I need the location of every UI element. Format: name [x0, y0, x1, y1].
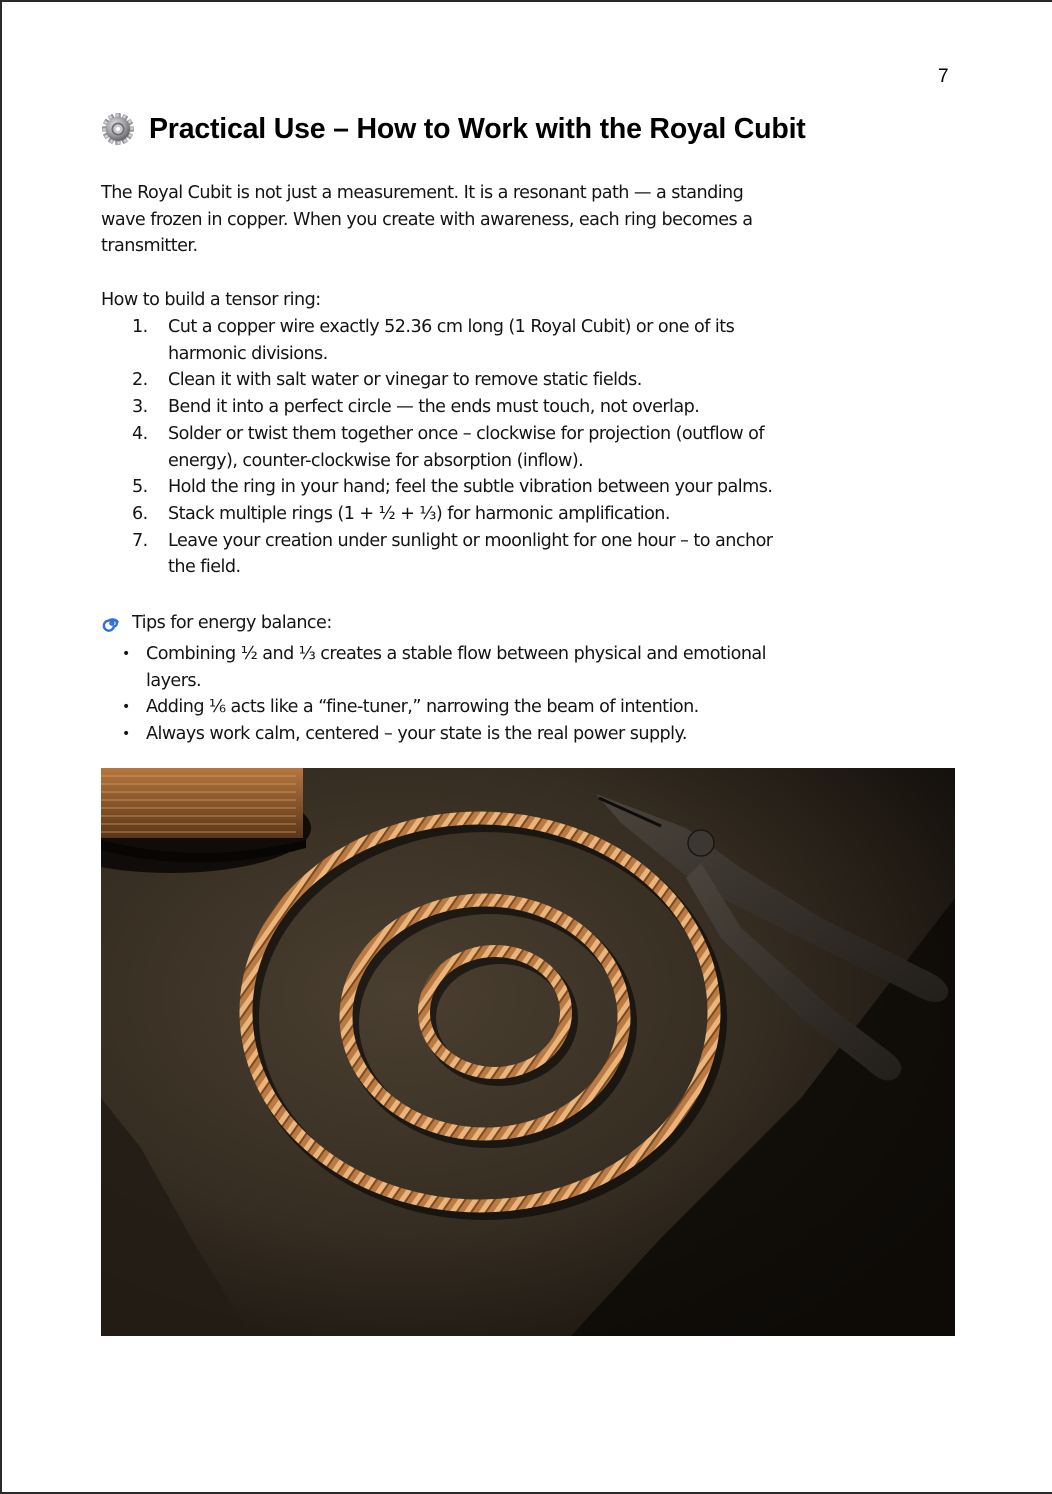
- tip-text: Combining ½ and ⅓ creates a stable flow between physical and emotional: [146, 644, 766, 664]
- intro-paragraph: [101, 180, 961, 260]
- bullet: •: [122, 726, 130, 743]
- list-item: [101, 721, 961, 748]
- page-number: 7: [938, 66, 949, 87]
- bullet: •: [122, 646, 130, 662]
- photo-illustration: [101, 768, 955, 1336]
- page-border-top: [0, 0, 1052, 2]
- spiral-icon: [101, 612, 123, 634]
- step-text: energy), counter-clockwise for absorption (inflow).: [168, 450, 584, 471]
- intro-line: transmitter.: [101, 236, 198, 257]
- tips-list: [101, 641, 961, 748]
- step-number: 6.: [132, 503, 148, 524]
- list-item: [101, 528, 961, 581]
- step-text: Cut a copper wire exactly 52.36 cm long (1 Royal Cubit) or one of its: [168, 317, 735, 337]
- copper-rings-photo: [101, 768, 955, 1336]
- steps-list: [101, 314, 961, 581]
- tip-text: Adding ⅙ acts like a “fine-tuner,” narrowing the beam of intention.: [146, 697, 699, 718]
- step-number: 5.: [132, 477, 148, 498]
- step-number: 2.: [132, 370, 148, 391]
- step-text: Leave your creation under sunlight or moonlight for one hour – to anchor: [168, 530, 773, 551]
- page-title: Practical Use – How to Work with the Royal Cubit: [149, 112, 806, 145]
- step-text: Bend it into a perfect circle — the ends must touch, not overlap.: [168, 397, 700, 418]
- tips-label: Tips for energy balance:: [132, 613, 332, 633]
- page-border-left: [0, 0, 2, 1494]
- list-item: [101, 501, 961, 528]
- intro-line: wave frozen in copper. When you create with awareness, each ring becomes a: [101, 209, 753, 230]
- bullet: •: [122, 699, 130, 716]
- step-number: 4.: [132, 423, 148, 444]
- list-item: [101, 421, 961, 474]
- list-item: [101, 641, 961, 694]
- list-item: [101, 394, 961, 421]
- section-heading: [101, 112, 806, 146]
- list-item: [101, 314, 961, 367]
- step-number: 3.: [132, 397, 148, 418]
- howto-label: How to build a tensor ring:: [101, 290, 321, 310]
- tip-text: layers.: [146, 670, 202, 691]
- step-text: Hold the ring in your hand; feel the subtle vibration between your palms.: [168, 477, 773, 498]
- tips-heading: [101, 610, 332, 637]
- list-item: [101, 474, 961, 501]
- step-text: Stack multiple rings (1 + ½ + ⅓) for harmonic amplification.: [168, 503, 670, 524]
- list-item: [101, 367, 961, 394]
- step-text: the field.: [168, 557, 241, 578]
- tip-text: Always work calm, centered – your state is the real power supply.: [146, 724, 687, 745]
- step-text: Clean it with salt water or vinegar to remove static fields.: [168, 370, 642, 391]
- list-item: [101, 694, 961, 721]
- step-text: Solder or twist them together once – clockwise for projection (outflow of: [168, 423, 765, 444]
- step-number: 1.: [132, 317, 148, 337]
- gear-icon: [101, 112, 135, 146]
- step-number: 7.: [132, 530, 148, 551]
- intro-line: The Royal Cubit is not just a measurement. It is a resonant path — a standing: [101, 183, 744, 203]
- step-text: harmonic divisions.: [168, 343, 328, 364]
